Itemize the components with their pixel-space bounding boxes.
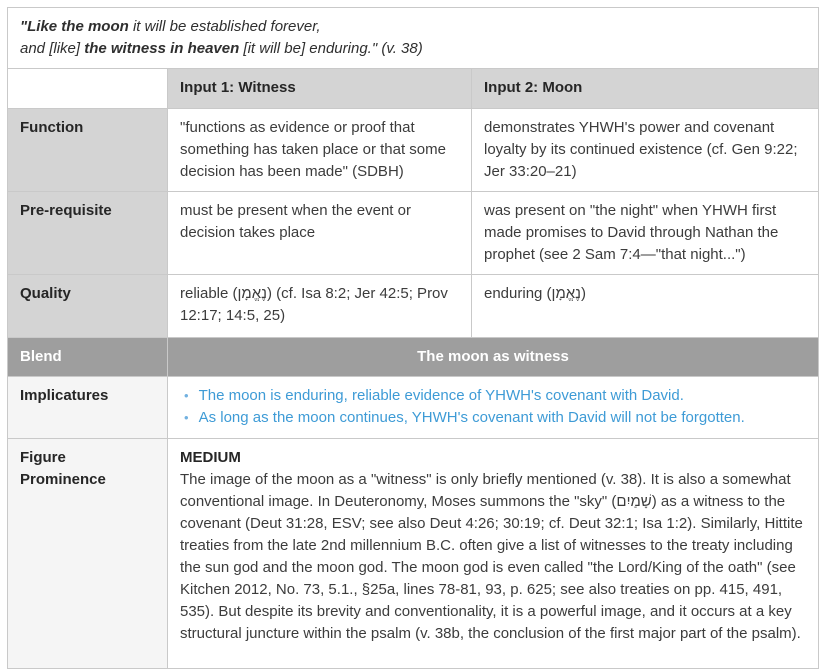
blend-label: Blend	[8, 338, 168, 377]
implicatures-cell	[168, 377, 819, 438]
quality-moon-cell: enduring (נֶאֱמָן)	[472, 275, 819, 338]
prominence-level: MEDIUM	[180, 448, 241, 466]
implicature-item	[180, 385, 806, 407]
verse-quote	[8, 8, 819, 69]
figure-prominence-row	[8, 438, 819, 668]
quality-label: Quality	[8, 275, 168, 338]
quote-row	[8, 8, 819, 69]
corner-cell	[8, 69, 168, 109]
figure-prominence-label: Figure Prominence	[8, 438, 168, 668]
quote-line2-prefix: and [like]	[20, 40, 85, 58]
quote-line1-rest: it will be established forever,	[128, 18, 321, 35]
header-row	[8, 69, 819, 109]
function-moon-cell: demonstrates YHWH's power and covenant loyalty by its continued existence (cf. Gen 9:22; Jer 33:20–21)	[472, 109, 819, 192]
quality-witness-cell: reliable (נֶאֱמָן) (cf. Isa 8:2; Jer 42:5; Prov 12:17; 14:5, 25)	[168, 275, 472, 338]
bullet-icon: •	[184, 388, 189, 404]
quote-bold-moon: "Like the moon	[20, 18, 129, 35]
prominence-body: The image of the moon as a "witness" is only briefly mentioned (v. 38). It is also a somewhat conventional image. In Deuteronomy, Moses summons the "sky" (שָׁמַיִם) as a witness to the covenant (Deut 31:28, ESV; see also Deut 4:26; 30:19; cf. Deut 32:1; Isa 1:2). Similarly, Hittite treaties from the late 2nd millennium B.C. often give a list of witnesses to the treaty including the sun god and the moon god. The moon god is even called "the Lord/King of the oath" (see Kitchen 2012, No. 73, 5.1., §25a, lines 78-81, 93, p. 625; see also treaties on pp. 415, 491, 535). But despite its brevity and conventionality, it is a powerful image, and it occurs at a key structural juncture within the psalm (v. 38b, the conclusion of the first major part of the psalm).	[180, 470, 803, 642]
implicatures-label: Implicatures	[8, 377, 168, 438]
moon-witness-blend-table	[7, 7, 819, 669]
quote-bold-witness: the witness in heaven	[84, 40, 240, 58]
implicatures-row	[8, 377, 819, 438]
function-witness-cell: "functions as evidence or proof that something has taken place or that some decision has been made" (SDBH)	[168, 109, 472, 192]
function-row	[8, 109, 819, 192]
prerequisite-moon-cell: was present on "the night" when YHWH first made promises to David through Nathan the prophet (see 2 Sam 7:4—"that night...")	[472, 192, 819, 275]
bullet-icon: •	[184, 410, 189, 426]
implicature-text: As long as the moon continues, YHWH's covenant with David will not be forgotten.	[198, 409, 745, 427]
blend-value: The moon as witness	[168, 338, 819, 377]
implicature-text: The moon is enduring, reliable evidence of YHWH's covenant with David.	[198, 387, 684, 405]
input2-header: Input 2: Moon	[472, 69, 819, 109]
blend-row	[8, 338, 819, 377]
implicature-item	[180, 407, 806, 429]
quote-line2-rest: [it will be] enduring." (v. 38)	[239, 40, 423, 58]
prerequisite-row	[8, 192, 819, 275]
function-label: Function	[8, 109, 168, 192]
input1-header: Input 1: Witness	[168, 69, 472, 109]
quality-row	[8, 275, 819, 338]
figure-prominence-cell	[168, 438, 819, 668]
prerequisite-label: Pre-requisite	[8, 192, 168, 275]
prerequisite-witness-cell: must be present when the event or decision takes place	[168, 192, 472, 275]
